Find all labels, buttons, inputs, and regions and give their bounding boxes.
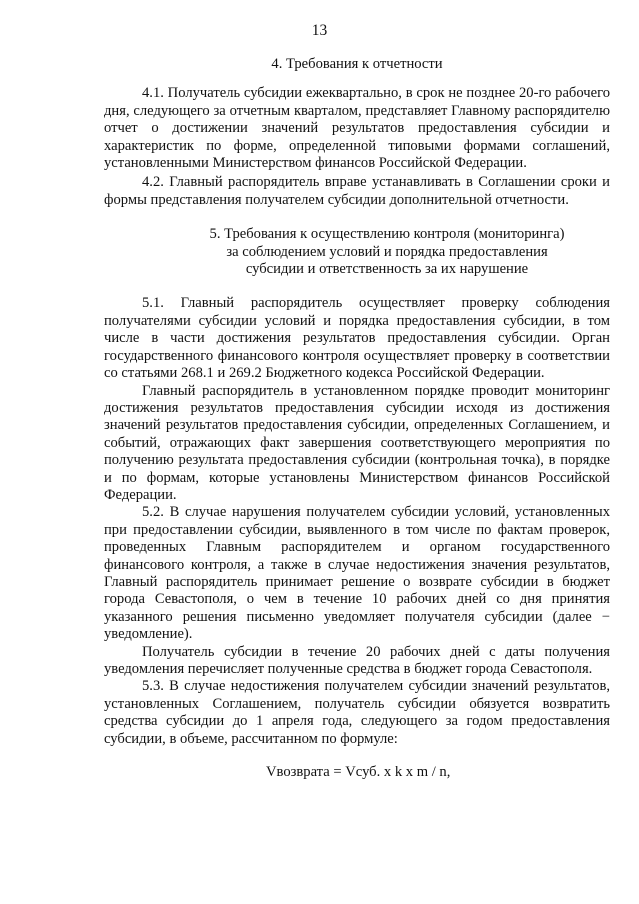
paragraph-4-2: 4.2. Главный распорядитель вправе устанавливать в Соглашении сроки и формы представления получателем субсидии дополнительной отчетности. (104, 174, 610, 208)
page-number: 13 (311, 22, 328, 39)
paragraph-5-2: 5.2. В случае нарушения получателем субсидии условий, установленных при предоставлении субсидии, выявленного в том числе по фактам проверок, проведенных Главным распорядителем и органом государственного финансового контроля, а также в случае недостижения значения результатов, Главный распорядитель принимает решение о возврате субсидии в бюджет города Севастополя, о чем в течение 10 рабочих дней со дня принятия указанного решения письменно уведомляет получателя субсидии (далее − уведомление). (104, 504, 610, 643)
section-5-heading-line-3: субсидии и ответственность за их нарушение (245, 261, 529, 278)
section-5-heading-line-1: 5. Требования к осуществлению контроля (мониторинга) (209, 226, 565, 243)
return-formula: Vвозврата = Vсуб. x k x m / n, (266, 764, 451, 781)
paragraph-5-3: 5.3. В случае недостижения получателем субсидии значений результатов, установленных Соглашением, получатель субсидии обязуется возвратить средства субсидии до 1 апреля года, следующего за годом предоставления субсидии, в объеме, рассчитанном по формуле: (104, 678, 610, 747)
section-5-heading (104, 226, 610, 278)
document-body (104, 56, 610, 781)
paragraph-4-1: 4.1. Получатель субсидии ежеквартально, в срок не позднее 20-го рабочего дня, следующего за отчетным кварталом, представляет Главному распорядителю отчет о достижении значений результатов предоставления субсидии и характеристик по форме, определенной типовыми формами соглашений, установленными Министерством финансов Российской Федерации. (104, 85, 610, 172)
section-4-heading: 4. Требования к отчетности (271, 56, 443, 72)
paragraph-5-1-monitoring: Главный распорядитель в установленном порядке проводит мониторинг достижения результатов предоставления субсидии исходя из достижения значений результатов предоставления субсидии, определенных Соглашением, и событий, отражающих факт завершения соответствующего мероприятия по получению результата предоставления субсидии (контрольная точка), в порядке и по формам, которые установлены Министерством финансов Российской Федерации. (104, 382, 610, 503)
paragraph-5-2-return: Получатель субсидии в течение 20 рабочих дней с даты получения уведомления перечисляет полученные средства в бюджет города Севастополя. (104, 643, 610, 677)
paragraph-5-1: 5.1. Главный распорядитель осуществляет проверку соблюдения получателями субсидии условий и порядка предоставления субсидии, в том числе в части достижения результатов предоставления субсидии. Орган государственного финансового контроля осуществляет проверку в соответствии со статьями 268.1 и 269.2 Бюджетного кодекса Российской Федерации. (104, 295, 610, 382)
section-5-heading-line-2: за соблюдением условий и порядка предоставления (226, 243, 548, 260)
